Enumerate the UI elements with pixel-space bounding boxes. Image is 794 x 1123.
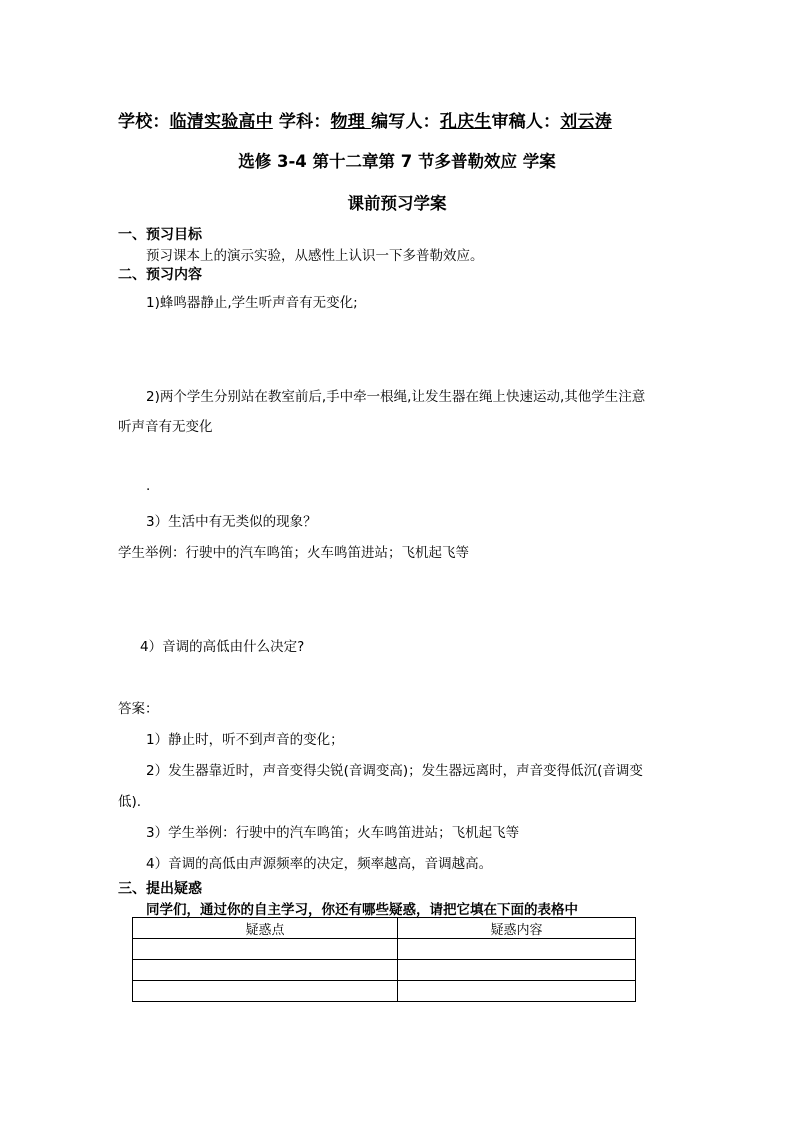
- question-4: 4）音调的高低由什么决定?: [140, 639, 305, 655]
- school-name: 临清实验高中: [169, 112, 273, 132]
- column-header-doubt-content: 疑惑内容: [398, 918, 636, 939]
- table-row: [133, 960, 636, 981]
- document-title: 选修 3-4 第十二章第 7 节多普勒效应 学案: [238, 152, 556, 171]
- column-header-doubt-point: 疑惑点: [133, 918, 398, 939]
- table-cell[interactable]: [133, 939, 398, 960]
- section2-heading: 二、预习内容: [118, 267, 202, 283]
- answer-2-line1: 2）发生器靠近时，声音变得尖锐(音调变高)；发生器远离时，声音变得低沉(音调变: [146, 763, 643, 779]
- answer-label: 答案：: [118, 701, 159, 717]
- author-label: 编写人：: [371, 112, 440, 132]
- table-cell[interactable]: [133, 981, 398, 1002]
- header-info: [118, 107, 612, 132]
- answer-3: 3）学生举例：行驶中的汽车鸣笛；火车鸣笛进站；飞机起飞等: [146, 825, 520, 841]
- section3-intro: 同学们，通过你的自主学习，你还有哪些疑惑，请把它填在下面的表格中: [146, 902, 578, 918]
- reviewer-label: 审稿人：: [491, 112, 561, 132]
- document-subtitle: 课前预习学案: [347, 194, 447, 213]
- answer-4: 4）音调的高低由声源频率的决定，频率越高，音调越高。: [146, 856, 493, 872]
- table-header-row: [133, 918, 636, 939]
- table-cell[interactable]: [398, 960, 636, 981]
- table-cell[interactable]: [133, 960, 398, 981]
- section1-heading: 一、预习目标: [118, 227, 202, 243]
- dot-mark: .: [146, 478, 151, 494]
- table-cell[interactable]: [398, 981, 636, 1002]
- subject-name: 物理: [330, 112, 372, 132]
- question-1: 1)蜂鸣器静止,学生听声音有无变化;: [146, 295, 358, 311]
- section3-heading: 三、提出疑惑: [118, 881, 202, 897]
- table-row: [133, 981, 636, 1002]
- doubts-table: [132, 917, 636, 1002]
- question-3: 3）生活中有无类似的现象？: [146, 514, 317, 530]
- school-label: 学校：: [118, 112, 170, 132]
- table-row: [133, 939, 636, 960]
- question-3-example: 学生举例：行驶中的汽车鸣笛；火车鸣笛进站；飞机起飞等: [118, 545, 469, 561]
- reviewer-name: 刘云涛: [560, 112, 612, 132]
- answer-1: 1）静止时，听不到声音的变化；: [146, 732, 344, 748]
- subject-label: 学科：: [272, 112, 331, 132]
- section1-text: 预习课本上的演示实验，从感性上认识一下多普勒效应。: [146, 248, 484, 264]
- author-name: 孔庆生: [439, 112, 492, 132]
- question-2-line2: 听声音有无变化: [118, 419, 213, 435]
- answer-2-line2: 低).: [118, 794, 142, 810]
- table-cell[interactable]: [398, 939, 636, 960]
- question-2-line1: 2)两个学生分别站在教室前后,手中牵一根绳,让发生器在绳上快速运动,其他学生注意: [146, 389, 646, 405]
